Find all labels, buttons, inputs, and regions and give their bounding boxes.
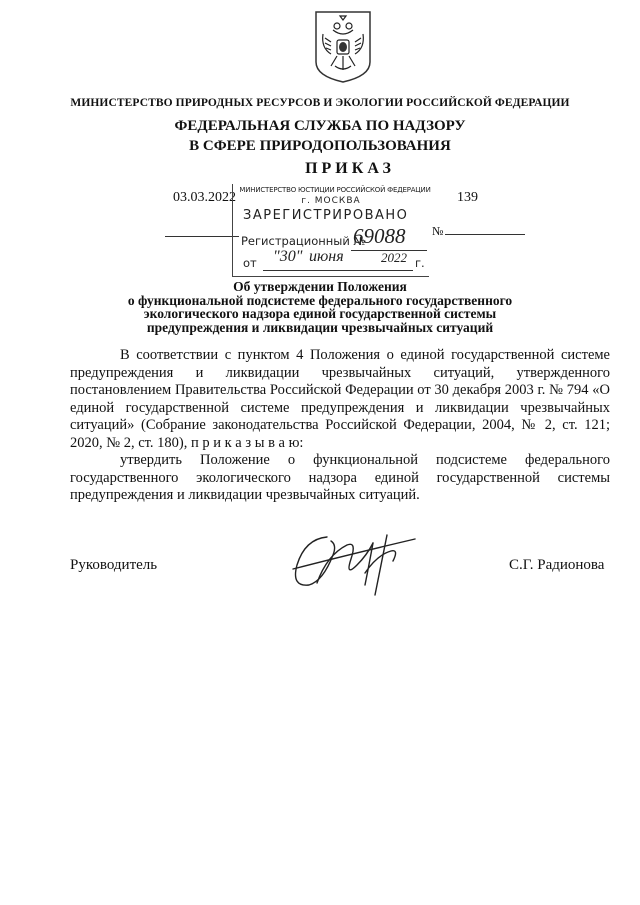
body-paragraph-1: В соответствии с пунктом 4 Положения о единой государственной системе предупреждения и ликвидации чрезвычайных ситуаций, утвержденного постановлением Правительства Российской Федерации от 30 декабря 2003 г. № 794 «О единой государственной системе предупреждения и ликвидации чрезвычайных ситуаций» (Собрание законодательства Российской Федерации, 2004, № 2, ст. 121; 2020, № 2, ст. 180), п р и к а з ы в а ю: — [70, 347, 610, 451]
service-name-line1: ФЕДЕРАЛЬНАЯ СЛУЖБА ПО НАДЗОРУ — [174, 118, 466, 134]
registration-stamp — [232, 184, 429, 277]
stamp-reg-number: 69088 — [353, 224, 406, 248]
stamp-registered: ЗАРЕГИСТРИРОВАНО — [243, 208, 409, 223]
coat-of-arms-icon — [313, 10, 373, 84]
stamp-year: 2022 — [381, 250, 407, 265]
stamp-date-underline — [263, 270, 413, 271]
stamp-year-suffix: г. — [415, 256, 425, 270]
stamp-city: г. МОСКВА — [301, 196, 361, 206]
signer-name: С.Г. Радионова — [509, 557, 605, 573]
stamp-month: июня — [309, 248, 344, 265]
order-heading: ПРИКАЗ — [305, 160, 395, 177]
ministry-name: МИНИСТЕРСТВО ПРИРОДНЫХ РЕСУРСОВ И ЭКОЛОГИИ РОССИЙСКОЙ ФЕДЕРАЦИИ — [70, 97, 570, 109]
document-body — [70, 347, 610, 505]
stamp-from-label: от — [243, 256, 257, 270]
body-paragraph-2: утвердить Положение о функциональной подсистеме федерального государственного экологического надзора единой государственной системы предупреждения и ликвидации чрезвычайных ситуаций. — [70, 452, 610, 503]
date-underline — [165, 236, 239, 237]
service-name-line2: В СФЕРЕ ПРИРОДОПОЛЬЗОВАНИЯ — [189, 138, 451, 154]
handwritten-signature — [287, 525, 422, 603]
document-title — [60, 280, 580, 334]
title-line4: предупреждения и ликвидации чрезвычайных ситуаций — [146, 319, 494, 335]
title-line2: о функциональной подсистеме федерального государственного — [127, 292, 513, 308]
order-number-sign: № — [432, 224, 444, 238]
stamp-ministry: МИНИСТЕРСТВО ЮСТИЦИИ РОССИЙСКОЙ ФЕДЕРАЦИИ — [239, 186, 431, 194]
signer-role: Руководитель — [70, 557, 158, 573]
service-name — [0, 116, 640, 156]
title-line1: Об утверждении Положения — [233, 279, 407, 294]
stamp-day: "30" — [273, 248, 303, 265]
order-date: 03.03.2022 — [173, 190, 236, 205]
stamp-reg-label: Регистрационный № — [241, 234, 366, 248]
order-number: 139 — [457, 190, 478, 205]
number-underline — [445, 234, 525, 235]
title-line3: экологического надзора единой государственной системы — [143, 306, 497, 321]
